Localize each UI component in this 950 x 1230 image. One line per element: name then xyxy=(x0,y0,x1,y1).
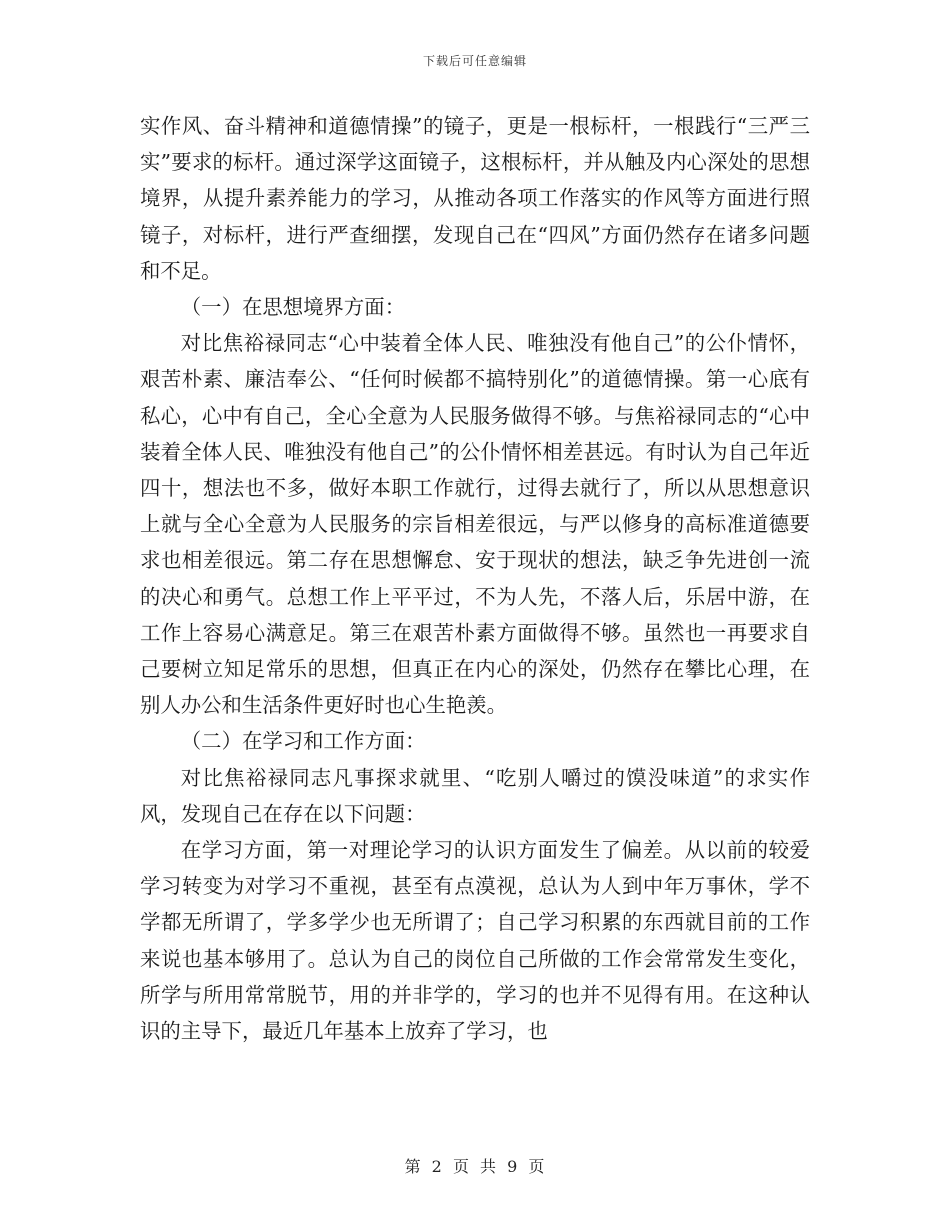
document-body xyxy=(140,108,810,1049)
section-heading-2: （二）在学习和工作方面： xyxy=(180,729,426,754)
paragraph-4: 在学习方面，第一对理论学习的认识方面发生了偏差。从以前的较爱学习转变为对学习不重视，甚至有点漠视，总认为人到中年万事休，学不学都无所谓了，学多学少也无所谓了；自己学习积累的东西就目前的工作来说也基本够用了。总认为自己的岗位自己所做的工作会常常发生变化，所学与所用常常脱节，用的并非学的，学习的也并不见得有用。在这种认识的主导下，最近几年基本上放弃了学习，也 xyxy=(140,838,810,1044)
paragraph-3: 对比焦裕禄同志凡事探求就里、“吃别人嚼过的馍没味道”的求实作风，发现自己在存在以下问题： xyxy=(140,765,810,826)
page-footer: 第 2 页 共 9 页 xyxy=(404,1157,546,1176)
paragraph-1: 实作风、奋斗精神和道德情操”的镜子，更是一根标杆，一根践行“三严三实”要求的标杆。通过深学这面镜子，这根标杆，并从触及内心深处的思想境界，从提升素养能力的学习，从推动各项工作落实的作风等方面进行照镜子，对标杆，进行严查细摆，发现自己在“四风”方面仍然存在诸多问题和不足。 xyxy=(140,114,810,283)
section-heading-1: （一）在思想境界方面： xyxy=(180,295,406,320)
page-header: 下载后可任意编辑 xyxy=(422,54,527,68)
paragraph-2: 对比焦裕禄同志“心中装着全体人民、唯独没有他自己”的公仆情怀，艰苦朴素、廉洁奉公、“任何时候都不搞特别化”的道德情操。第一心底有私心，心中有自己，全心全意为人民服务做得不够。与焦裕禄同志的“心中装着全体人民、唯独没有他自己”的公仆情怀相差甚远。有时认为自己年近四十，想法也不多，做好本职工作就行，过得去就行了，所以从思想意识上就与全心全意为人民服务的宗旨相差很远，与严以修身的高标准道德要求也相差很远。第二存在思想懈怠、安于现状的想法，缺乏争先进创一流的决心和勇气。总想工作上平平过，不为人先，不落人后，乐居中游，在工作上容易心满意足。第三在艰苦朴素方面做得不够。虽然也一再要求自己要树立知足常乐的思想，但真正在内心的深处，仍然存在攀比心理，在别人办公和生活条件更好时也心生艳羡。 xyxy=(140,331,810,718)
